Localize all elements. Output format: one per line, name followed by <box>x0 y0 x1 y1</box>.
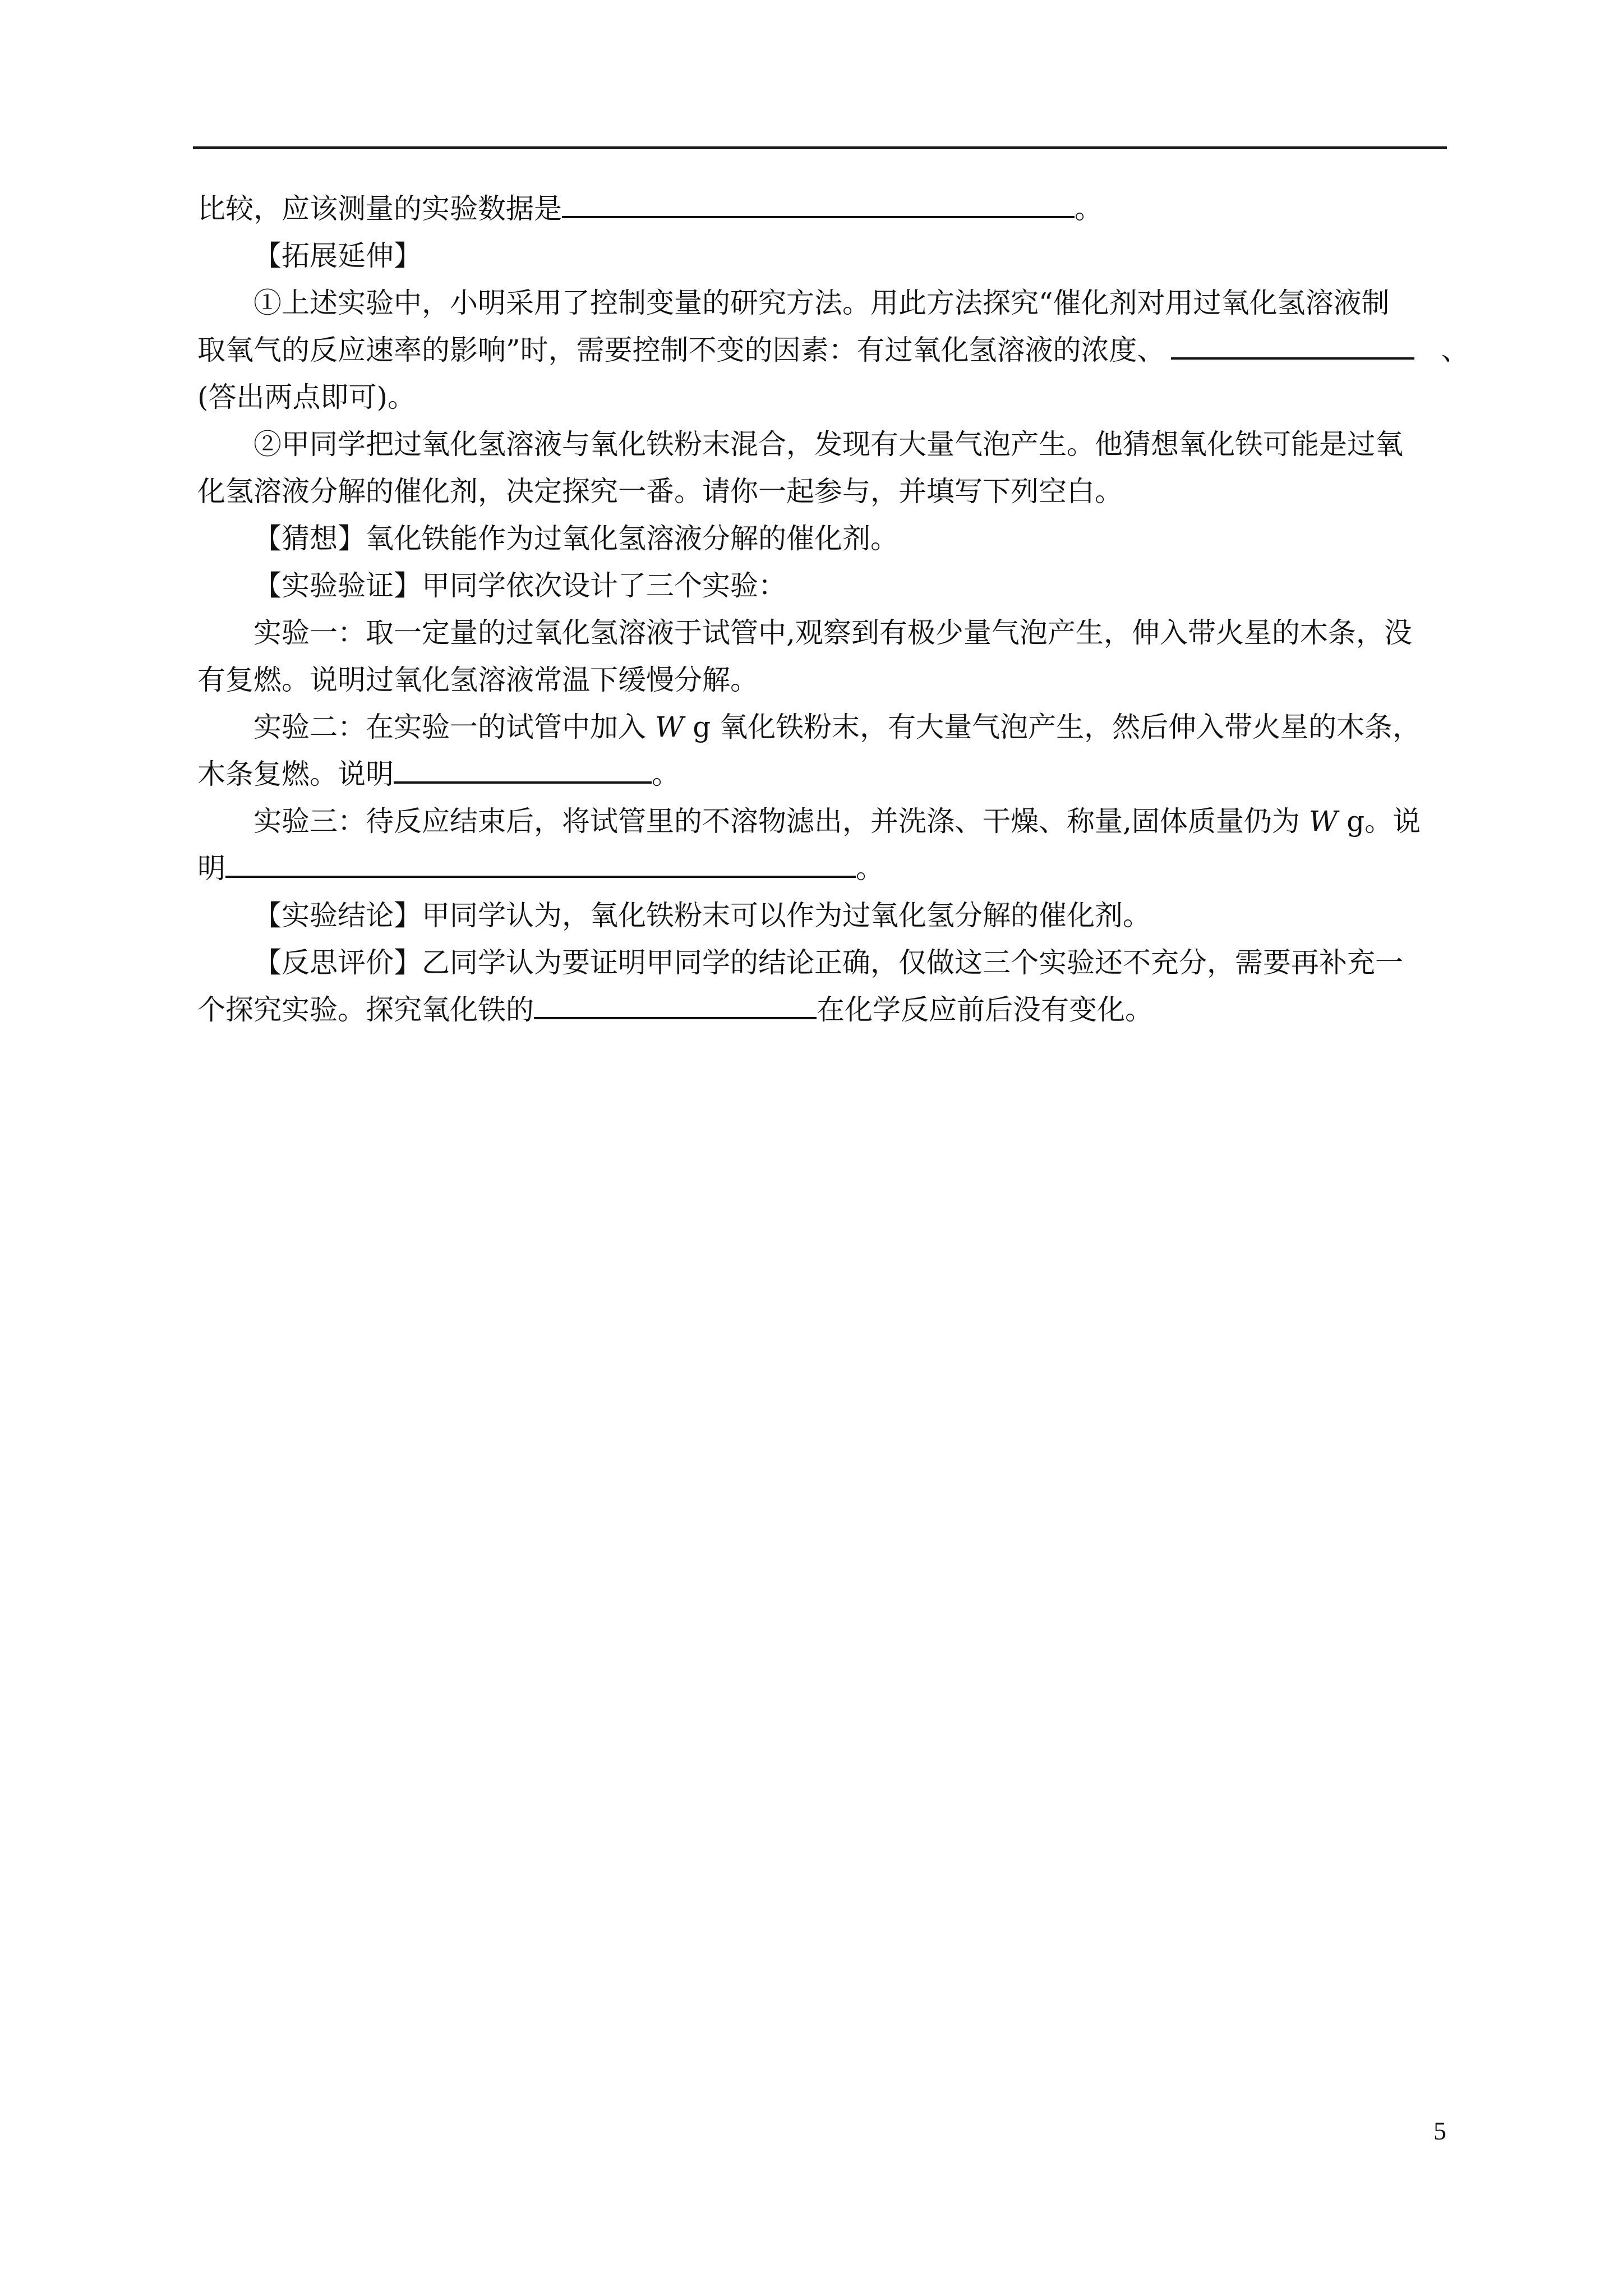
text-line: 实验三：待反应结束后，将试管里的不溶物滤出，并洗涤、干燥、称量,固体质量仍为 W g。说 <box>253 805 1421 838</box>
document-body <box>197 185 1469 1033</box>
text-line: 实验二：在实验一的试管中加入 W g 氧化铁粉末，有大量气泡产生，然后伸入带火星的木条， <box>253 711 1421 743</box>
text-line: 个探究实验。探究氧化铁的 在化学反应前后没有变化。 <box>197 986 1454 1033</box>
text-line: 木条复燃。说明 。 <box>197 751 1454 798</box>
text: 比较，应该测量的实验数据是 <box>197 192 562 225</box>
page-number: 5 <box>1433 2116 1446 2145</box>
guess-line: 【猜想】氧化铁能作为过氧化氢溶液分解的催化剂。 <box>253 522 898 555</box>
text: 。 <box>1075 192 1103 225</box>
text-line: 实验一：取一定量的过氧化氢溶液于试管中,观察到有极少量气泡产生，伸入带火星的木条，没 <box>253 616 1412 649</box>
answer-blank[interactable] <box>225 850 856 878</box>
answer-blank[interactable] <box>394 756 652 784</box>
text-line: 有复燃。说明过氧化氢溶液常温下缓慢分解。 <box>197 664 758 696</box>
answer-blank[interactable] <box>562 190 1075 218</box>
answer-blank[interactable] <box>534 991 817 1019</box>
text-line: ②甲同学把过氧化氢溶液与氧化铁粉末混合，发现有大量气泡产生。他猜想氧化铁可能是过氧 <box>253 428 1403 461</box>
text-line: (答出两点即可)。 <box>197 381 416 413</box>
text-line: 【反思评价】乙同学认为要证明甲同学的结论正确，仅做这三个实验还不充分，需要再补充一 <box>253 946 1403 979</box>
text-line: 明 。 <box>197 845 1454 892</box>
verify-line: 【实验验证】甲同学依次设计了三个实验： <box>253 569 786 602</box>
answer-blank[interactable] <box>1171 332 1414 360</box>
text-line: 化氢溶液分解的催化剂，决定探究一番。请你一起参与，并填写下列空白。 <box>197 475 1123 508</box>
header-rule <box>193 146 1447 149</box>
conclusion-line: 【实验结论】甲同学认为，氧化铁粉末可以作为过氧化氢分解的催化剂。 <box>253 899 1151 932</box>
text-line: 取氧气的反应速率的影响”时，需要控制不变的因素：有过氧化氢溶液的浓度、 、 <box>197 326 1454 374</box>
section-heading: 【拓展延伸】 <box>253 240 422 272</box>
text-line <box>197 185 1454 232</box>
text-line: ①上述实验中，小明采用了控制变量的研究方法。用此方法探究“催化剂对用过氧化氢溶液制 <box>253 287 1390 319</box>
